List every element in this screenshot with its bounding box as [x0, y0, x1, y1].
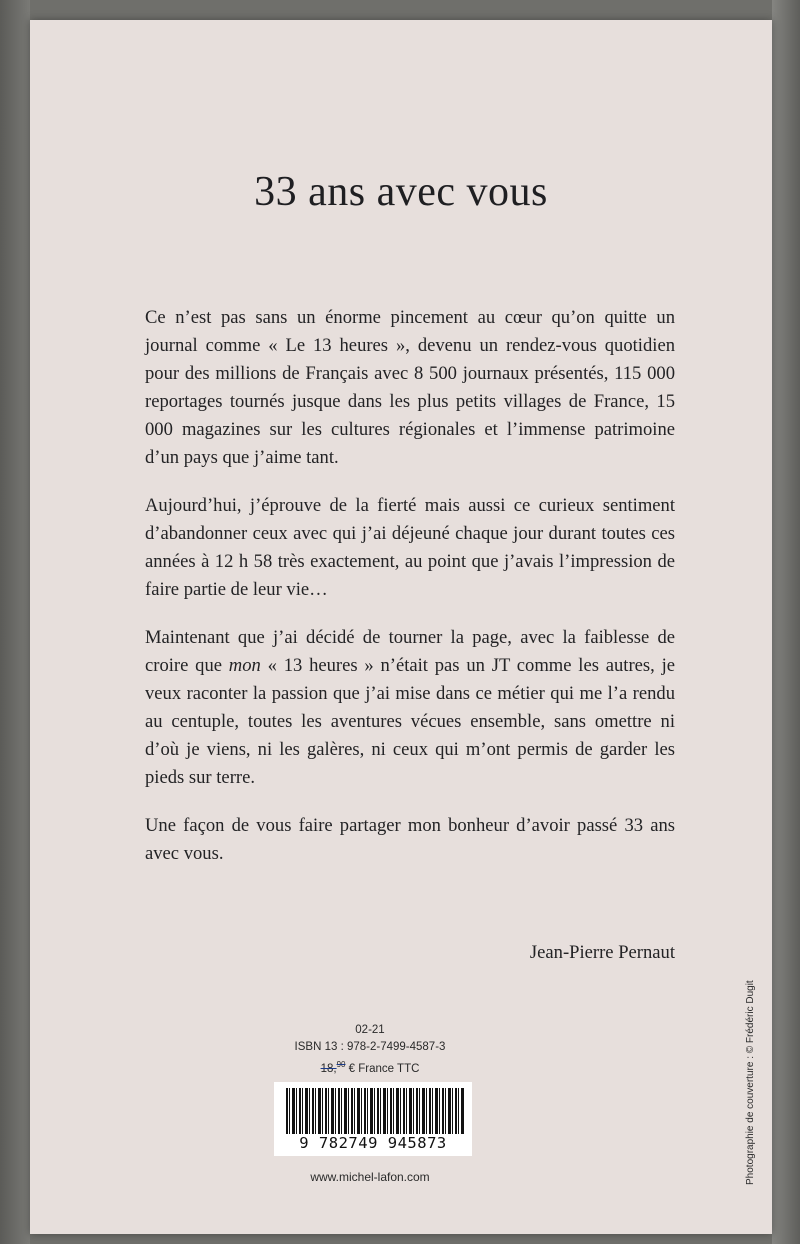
blurb-paragraph-2: Aujourd’hui, j’éprouve de la fierté mais aussi ce curieux sentiment d’abandonner ceux avec qui j’ai déjeuné chaque jour durant toutes ces années à 12 h 58 très exactement, au point que j’avais l’impression de faire partie de leur vie… [145, 495, 675, 600]
author-signature: Jean-Pierre Pernaut [529, 942, 675, 963]
blurb-paragraph-3-start: Maintenant que j’ai décidé de tourner la page, avec la faiblesse de croire que [145, 627, 675, 676]
barcode-bars [286, 1088, 464, 1134]
publisher-website: www.michel-lafon.com [310, 1170, 430, 1184]
print-code: 02-21 [355, 1024, 385, 1036]
price-cents: 90 [336, 1060, 346, 1069]
blurb-paragraph-3-end: « 13 heures » n’était pas un JT comme les autres, je veux raconter la passion que j’ai mise dans ce métier qui me l’a rendu au centuple, toutes les aventures vécues ensemble, sans omettre ni d’où je viens, ni les galères, ni ceux qui m’ont permis de garder les pieds sur terre. [145, 655, 675, 788]
blurb-text [145, 304, 675, 888]
publication-info [250, 1022, 490, 1078]
table-surface-left [0, 0, 30, 1244]
blurb-paragraph-4: Une façon de vous faire partager mon bonheur d’avoir passé 33 ans avec vous. [145, 815, 675, 864]
barcode-digits: 9 782749 945873 [299, 1134, 447, 1152]
photo-credit: Photographie de couverture : © Frédéric Dugit [745, 980, 756, 1185]
table-surface-right [772, 0, 800, 1244]
blurb-paragraph-1: Ce n’est pas sans un énorme pincement au cœur qu’on quitte un journal comme « Le 13 heures », devenu un rendez-vous quotidien pour des millions de Français avec 8 500 journaux présentés, 115 000 reportages tournés jusque dans les plus petits villages de France, 15 000 magazines sur les cultures régionales et l’immense patrimoine d’un pays que j’aime tant. [145, 307, 675, 468]
blurb-paragraph-3 [145, 624, 675, 792]
price-suffix: € France TTC [345, 1062, 420, 1075]
book-title: 33 ans avec vous [254, 169, 548, 215]
isbn-barcode [274, 1082, 472, 1156]
price-label [250, 1056, 490, 1078]
isbn-number: ISBN 13 : 978-2-7499-4587-3 [294, 1041, 446, 1053]
blurb-paragraph-3-emphasis: mon [228, 655, 261, 676]
price-euros: 18, [320, 1062, 337, 1075]
